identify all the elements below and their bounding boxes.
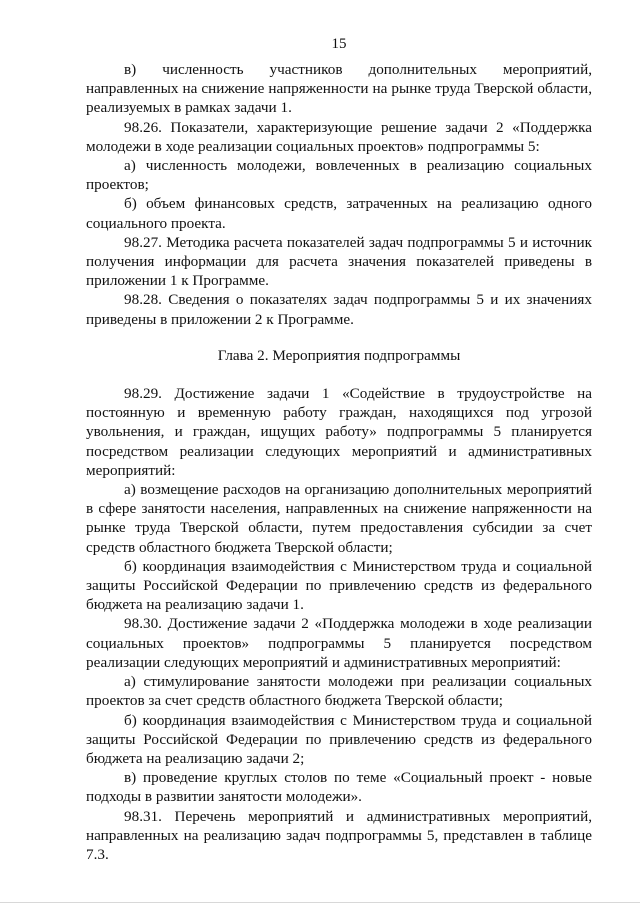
paragraph-98-31: 98.31. Перечень мероприятий и административных мероприятий, направленных на реализацию задач подпрограммы 5, представлен в таблице 7.3. — [86, 807, 592, 863]
paragraph-98-29: 98.29. Достижение задачи 1 «Содействие в трудоустройстве на постоянную и временную работу граждан, находящихся под угрозой увольнения, и граждан, ищущих работу» подпрограммы 5 планируется посредством реализации следующих мероприятий и административных мероприятий: — [86, 385, 592, 479]
paragraph-funding-volume: б) объем финансовых средств, затраченных на реализацию одного социального проекта. — [86, 195, 592, 232]
document-page — [86, 34, 592, 864]
paragraph-participants-count: в) численность участников дополнительных мероприятий, направленных на снижение напряженности на рынке труда Тверской области, реализуемых в рамках задачи 1. — [86, 61, 592, 117]
paragraph-98-26: 98.26. Показатели, характеризующие решение задачи 2 «Поддержка молодежи в ходе реализации социальных проектов» подпрограммы 5: — [86, 118, 592, 155]
paragraph-98-27: 98.27. Методика расчета показателей задач подпрограммы 5 и источник получения информации для расчета значения показателей приведены в приложении 1 к Программе. — [86, 233, 592, 290]
chapter-title: Глава 2. Мероприятия подпрограммы — [217, 346, 461, 364]
page-bottom-edge — [0, 902, 640, 903]
paragraph-expense-reimbursement: а) возмещение расходов на организацию дополнительных мероприятий в сфере занятости населения, направленных на снижение напряженности на рынке труда Тверской области, путем предоставления субсидии за счет средств областного бюджета Тверской области; — [86, 481, 592, 556]
paragraph-coordination-task1: б) координация взаимодействия с Министерством труда и социальной защиты Российской Федерации по привлечению средств из федерального бюджета на реализацию задачи 1. — [86, 557, 592, 614]
paragraph-youth-stimulation: а) стимулирование занятости молодежи при реализации социальных проектов за счет средств областного бюджета Тверской области; — [86, 673, 592, 710]
paragraph-round-tables: в) проведение круглых столов по теме «Социальный проект - новые подходы в развитии занятости молодежи». — [86, 769, 592, 806]
paragraph-98-30: 98.30. Достижение задачи 2 «Поддержка молодежи в ходе реализации социальных проектов» подпрограммы 5 планируется посредством реализации следующих мероприятий и административных мероприятий: — [86, 615, 592, 671]
page-number: 15 — [331, 36, 347, 52]
paragraph-coordination-task2: б) координация взаимодействия с Министерством труда и социальной защиты Российской Федерации по привлечению средств из федерального бюджета на реализацию задачи 2; — [86, 711, 592, 767]
paragraph-98-28: 98.28. Сведения о показателях задач подпрограммы 5 и их значениях приведены в приложении 2 к Программе. — [86, 291, 592, 328]
paragraph-youth-count: а) численность молодежи, вовлеченных в реализацию социальных проектов; — [86, 157, 592, 194]
